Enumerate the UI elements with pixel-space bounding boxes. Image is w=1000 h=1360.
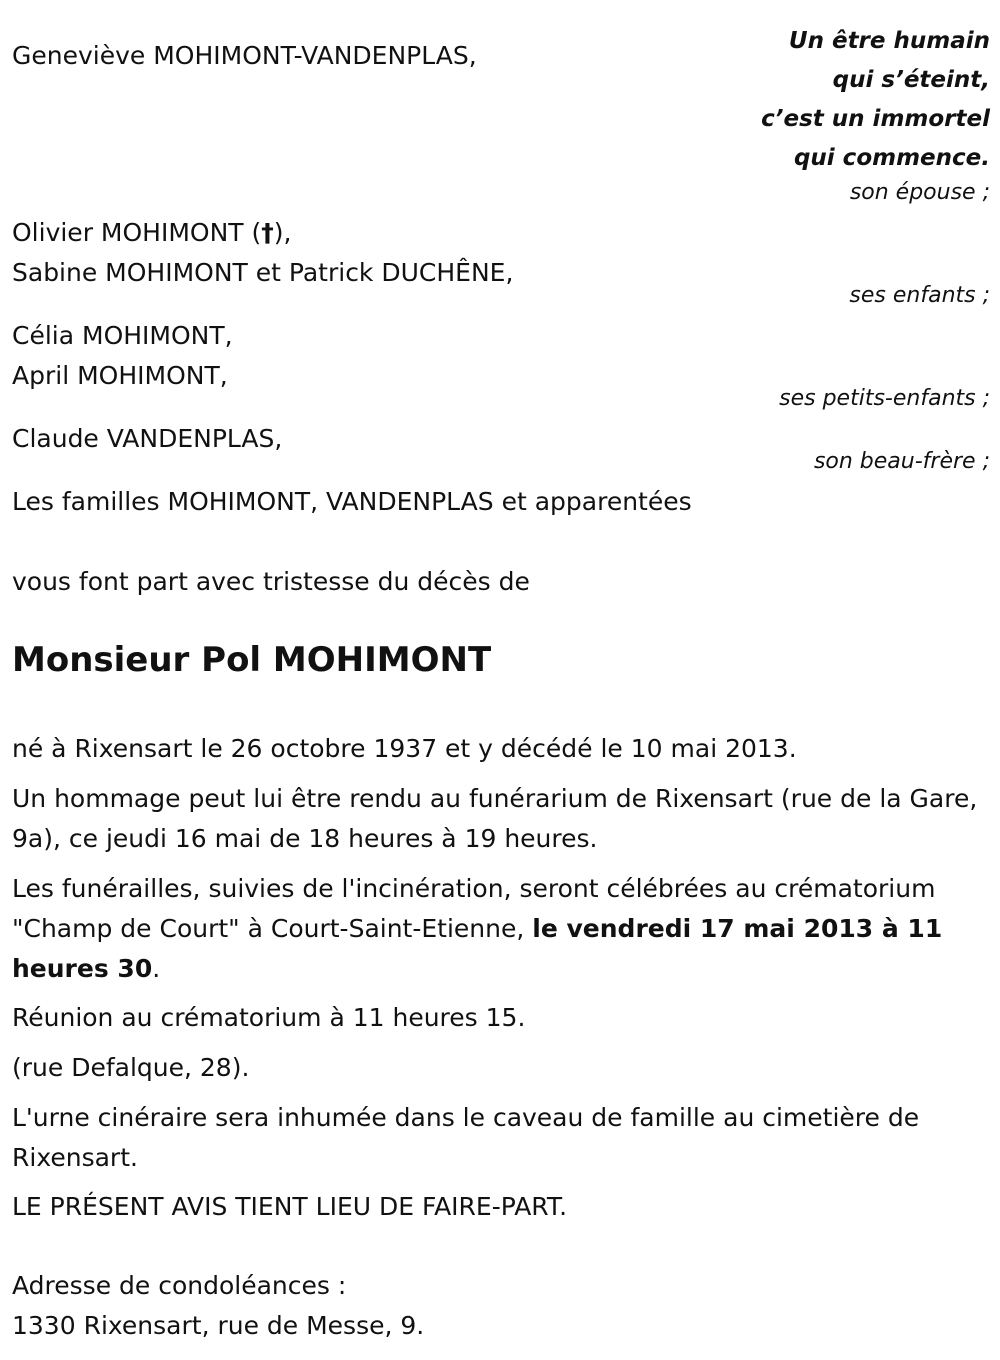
epigraph-quote <box>761 22 990 178</box>
grandchild-line-2: April MOHIMONT, <box>12 361 228 390</box>
condolences-label: Adresse de condoléances : <box>12 1271 347 1300</box>
child-line-2: Sabine MOHIMONT et Patrick DUCHÊNE, <box>12 258 514 287</box>
tribute-info: Un hommage peut lui être rendu au funérarium de Rixensart (rue de la Gare, 9a), ce jeudi 16 mai de 18 heures à 19 heures. <box>12 784 978 853</box>
cross-icon: † <box>261 218 274 247</box>
child-line-1 <box>12 213 291 253</box>
spouse-relation: son épouse ; <box>849 180 990 205</box>
deceased-name: Monsieur Pol MOHIMONT <box>12 640 492 680</box>
child-1-name: Olivier MOHIMONT ( <box>12 218 262 247</box>
spouse-name: Geneviève MOHIMONT-VANDENPLAS, <box>12 41 477 70</box>
quote-line: qui s’éteint, <box>832 67 990 93</box>
meeting-info: Réunion au crématorium à 11 heures 15. <box>12 1003 526 1032</box>
funeral-pre: Les funérailles, suivies de l'incinération, seront célébrées au crématorium "Champ de Court" à Court-Saint-Etienne, <box>12 874 936 943</box>
grandchildren-relation: ses petits-enfants ; <box>779 386 990 411</box>
funeral-date: le vendredi 17 mai 2013 à 11 heures 30 <box>12 914 943 983</box>
urn-info: L'urne cinéraire sera inhumée dans le caveau de famille au cimetière de Rixensart. <box>12 1103 920 1172</box>
funeral-post: . <box>152 954 161 983</box>
quote-line: c’est un immortel <box>761 106 990 132</box>
brother-in-law-relation: son beau-frère ; <box>813 449 990 474</box>
brother-in-law-name: Claude VANDENPLAS, <box>12 424 283 453</box>
notice: LE PRÉSENT AVIS TIENT LIEU DE FAIRE-PART. <box>12 1192 568 1221</box>
children-relation: ses enfants ; <box>849 283 990 308</box>
address-note: (rue Defalque, 28). <box>12 1053 250 1082</box>
condolences-address: 1330 Rixensart, rue de Messe, 9. <box>12 1311 425 1340</box>
grandchild-line-1: Célia MOHIMONT, <box>12 321 233 350</box>
families-line: Les familles MOHIMONT, VANDENPLAS et apparentées <box>12 487 692 516</box>
child-1-end: ), <box>273 218 292 247</box>
quote-line: qui commence. <box>793 145 990 171</box>
announcement: vous font part avec tristesse du décès de <box>12 567 530 596</box>
birth-death: né à Rixensart le 26 octobre 1937 et y décédé le 10 mai 2013. <box>12 734 797 763</box>
funeral-info <box>12 869 992 989</box>
quote-line: Un être humain <box>788 28 990 54</box>
